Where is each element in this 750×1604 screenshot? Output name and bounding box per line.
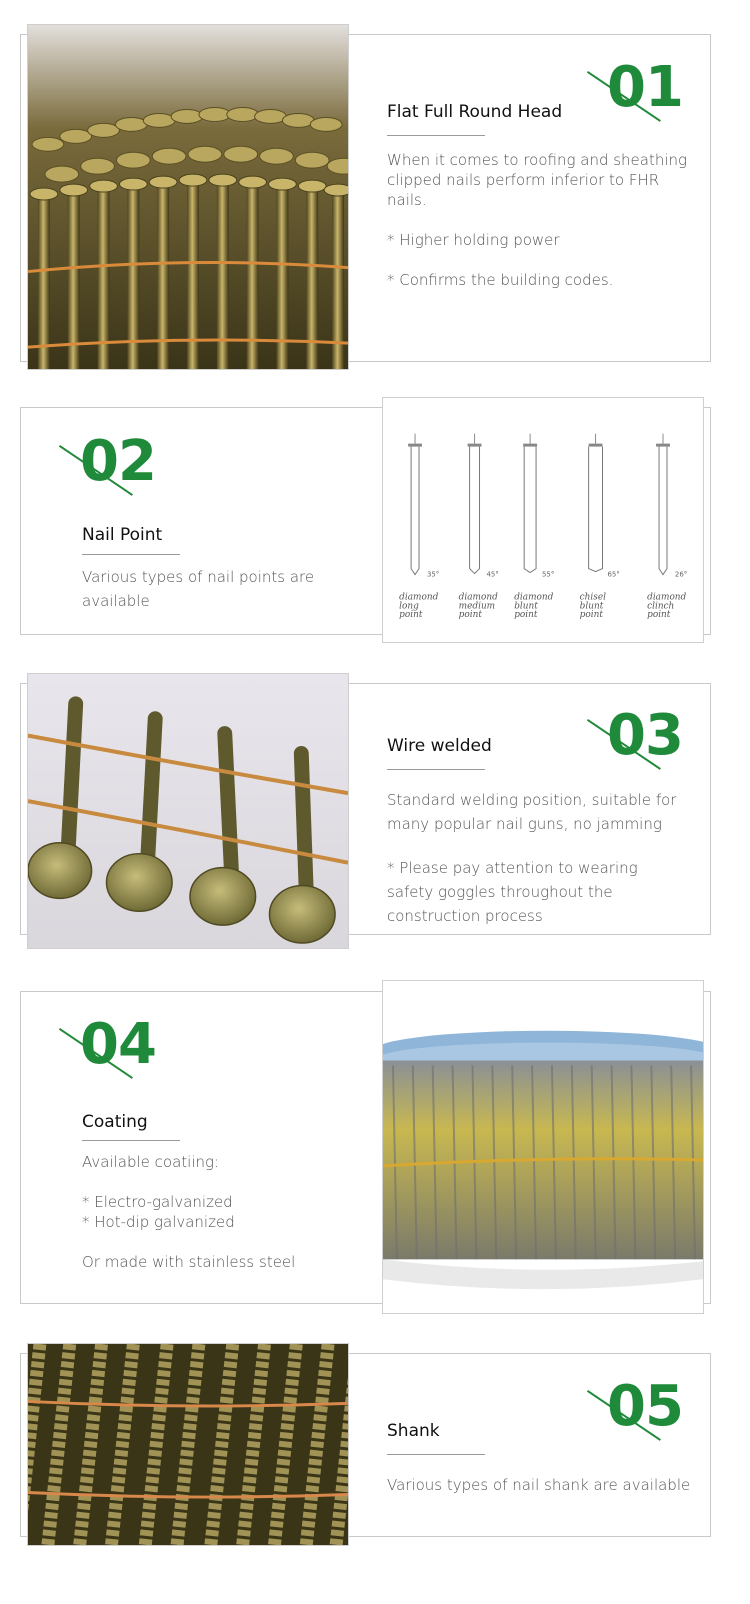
section-04-outro: Or made with stainless steel [82, 1253, 296, 1271]
nail-point-label: point [399, 610, 423, 621]
section-05-number: 05 [607, 1374, 683, 1439]
section-03-paragraph: Standard welding position, suitable for many popular nail guns, no jamming [387, 791, 677, 833]
nail-point-label: diamond [647, 592, 687, 603]
section-02-title: Nail Point [82, 525, 163, 545]
section-05-image [27, 1343, 349, 1546]
section-03-number: 03 [607, 703, 683, 768]
nail-point-1 [399, 434, 439, 620]
nail-point-2 [459, 434, 499, 620]
section-04-list-item: * Hot-dip galvanized [82, 1213, 235, 1231]
section-04-list-item: * Electro-galvanized [82, 1193, 233, 1211]
nail-point-label: blunt [579, 601, 604, 612]
nail-point-label: diamond [458, 592, 498, 603]
section-05-description: Various types of nail shank are available [387, 1476, 691, 1494]
section-02-divider [82, 554, 180, 555]
nail-point-diagram [383, 398, 703, 642]
nail-point-label: point [647, 610, 671, 621]
section-03-description [387, 788, 687, 928]
section-01-number: 01 [607, 55, 683, 120]
section-05-divider [387, 1454, 485, 1455]
nail-point-angle: 26° [674, 570, 688, 579]
section-01-description [387, 150, 692, 290]
nail-point-angle: 35° [426, 570, 440, 579]
wire-welded-nails-photo [28, 674, 348, 948]
section-03-title: Wire welded [387, 736, 492, 756]
nail-point-label: medium [458, 601, 496, 612]
nail-point-angle: 65° [607, 570, 620, 579]
nail-point-label: diamond [399, 592, 439, 603]
nail-point-label: long [399, 601, 419, 612]
section-04-description [82, 1152, 362, 1272]
nail-point-drawings [399, 434, 687, 620]
section-04-number: 04 [80, 1012, 156, 1077]
nail-point-label: chisel [579, 592, 606, 603]
section-05-title: Shank [387, 1421, 440, 1441]
galvanized-coil-nails-photo [383, 981, 703, 1313]
section-01-divider [387, 135, 485, 136]
nail-point-5 [647, 434, 687, 620]
nail-point-label: point [458, 610, 482, 621]
section-02-diagram [382, 397, 704, 643]
section-01-image [27, 24, 349, 370]
section-04-image [382, 980, 704, 1314]
nail-point-4 [580, 434, 620, 620]
nail-point-angle: 55° [542, 570, 555, 579]
nail-point-angle: 45° [486, 570, 499, 579]
nail-point-label: clinch [647, 601, 675, 612]
nail-point-label: point [579, 610, 603, 621]
section-03-note: * Please pay attention to wearing safety goggles throughout the construction process [387, 859, 638, 925]
section-01-paragraph: When it comes to roofing and sheathing clipped nails perform inferior to FHR nails. [387, 151, 688, 209]
section-01-bullet: * Higher holding power [387, 231, 560, 249]
section-01-title: Flat Full Round Head [387, 102, 563, 122]
section-04-divider [82, 1140, 180, 1141]
coil-nails-brass-photo [28, 25, 348, 369]
section-03-image [27, 673, 349, 949]
section-03-divider [387, 769, 485, 770]
section-01-bullet: * Confirms the building codes. [387, 271, 614, 289]
section-02-number: 02 [80, 429, 156, 494]
ring-shank-nails-photo [28, 1344, 348, 1545]
nail-point-label: diamond [514, 592, 554, 603]
section-04-title: Coating [82, 1112, 148, 1132]
nail-point-label: blunt [514, 601, 538, 612]
section-02-description: Various types of nail points are available [82, 568, 315, 610]
nail-point-3 [514, 434, 554, 620]
nail-point-label: point [514, 610, 538, 621]
section-04-intro: Available coatiing: [82, 1153, 220, 1171]
